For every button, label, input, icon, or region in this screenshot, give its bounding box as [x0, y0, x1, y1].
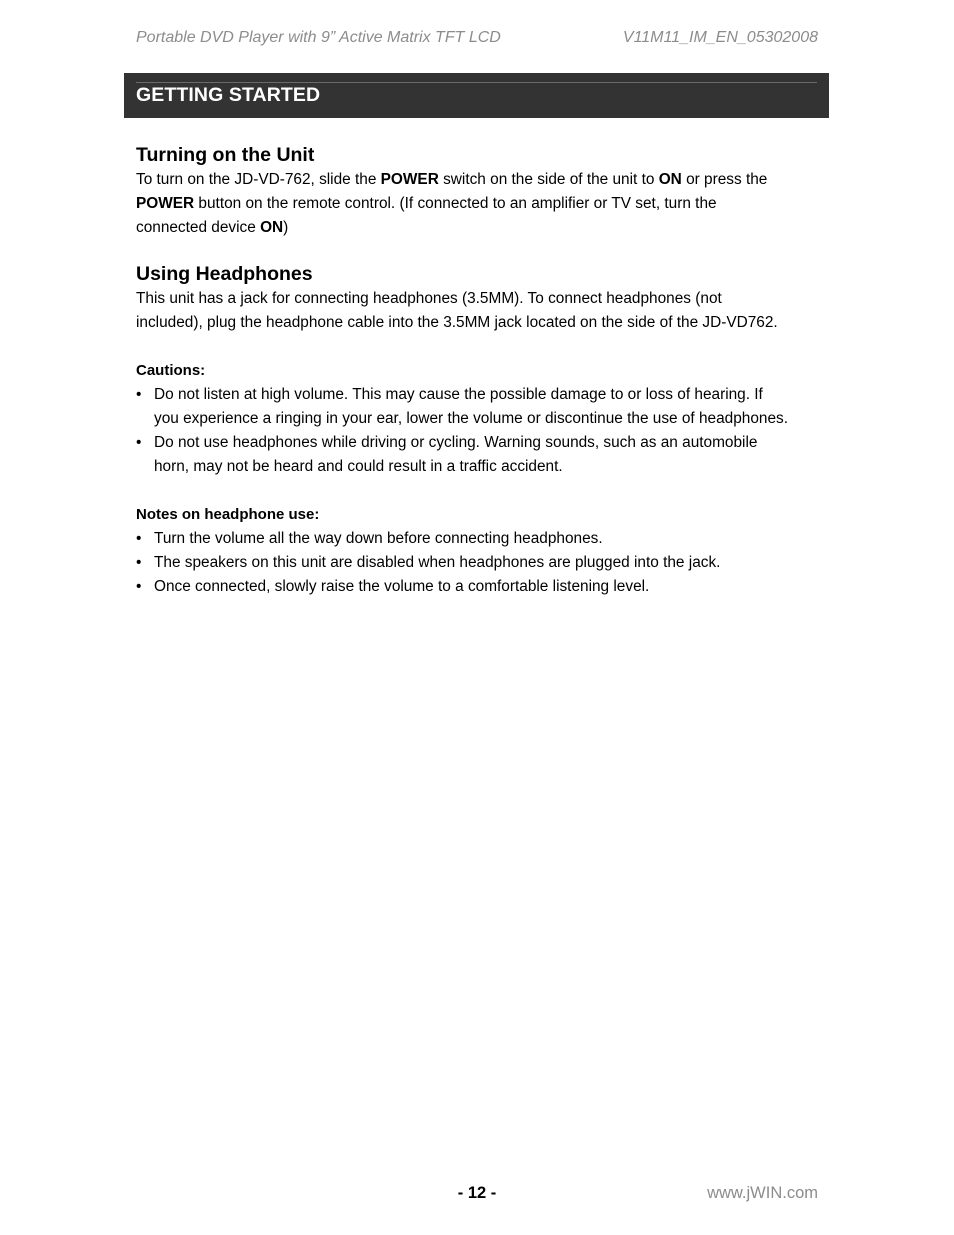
cautions-title: Cautions:: [136, 362, 206, 379]
running-header: [136, 29, 818, 47]
notes-title: Notes on headphone use:: [136, 506, 320, 523]
page-content: [136, 142, 836, 599]
document-code: V11M11_IM_EN_05302008: [622, 29, 818, 46]
headphones-paragraph: This unit has a jack for connecting headphones (3.5MM). To connect headphones (not included), plug the headphone cable into the 3.5MM jack located on the side of the JD-VD762.: [136, 290, 778, 331]
website-link[interactable]: www.jWIN.com: [707, 1184, 818, 1202]
section-title: GETTING STARTED: [136, 84, 321, 106]
bullet-icon: •: [136, 530, 142, 547]
list-item: • Turn the volume all the way down before connecting headphones.: [136, 527, 836, 551]
notes-list: [136, 527, 836, 599]
banner-rule: [136, 82, 817, 83]
list-item: • Do not use headphones while driving or cycling. Warning sounds, such as an automobile horn, may not be heard and could result in a traffic accident.: [136, 431, 836, 479]
bullet-icon: •: [136, 554, 142, 571]
section-banner: [124, 73, 829, 118]
list-item: • The speakers on this unit are disabled when headphones are plugged into the jack.: [136, 551, 836, 575]
list-item: • Do not listen at high volume. This may cause the possible damage to or loss of hearing. If you experience a ringing in your ear, lower the volume or discontinue the use of headphones.: [136, 383, 836, 431]
bullet-icon: •: [136, 578, 142, 595]
document-title: Portable DVD Player with 9” Active Matrix TFT LCD: [136, 29, 501, 46]
heading-headphones: Using Headphones: [136, 263, 313, 285]
list-item: • Once connected, slowly raise the volume to a comfortable listening level.: [136, 575, 836, 599]
page-number: - 12 -: [457, 1184, 497, 1202]
heading-turning-on: Turning on the Unit: [136, 144, 315, 166]
cautions-list: [136, 383, 836, 479]
bullet-icon: •: [136, 386, 142, 403]
turning-on-paragraph: To turn on the JD-VD-762, slide the POWER switch on the side of the unit to ON or press the POWER button on the remote control. (If connected to an amplifier or TV set, turn the connected device ON): [136, 171, 768, 236]
bullet-icon: •: [136, 434, 142, 451]
